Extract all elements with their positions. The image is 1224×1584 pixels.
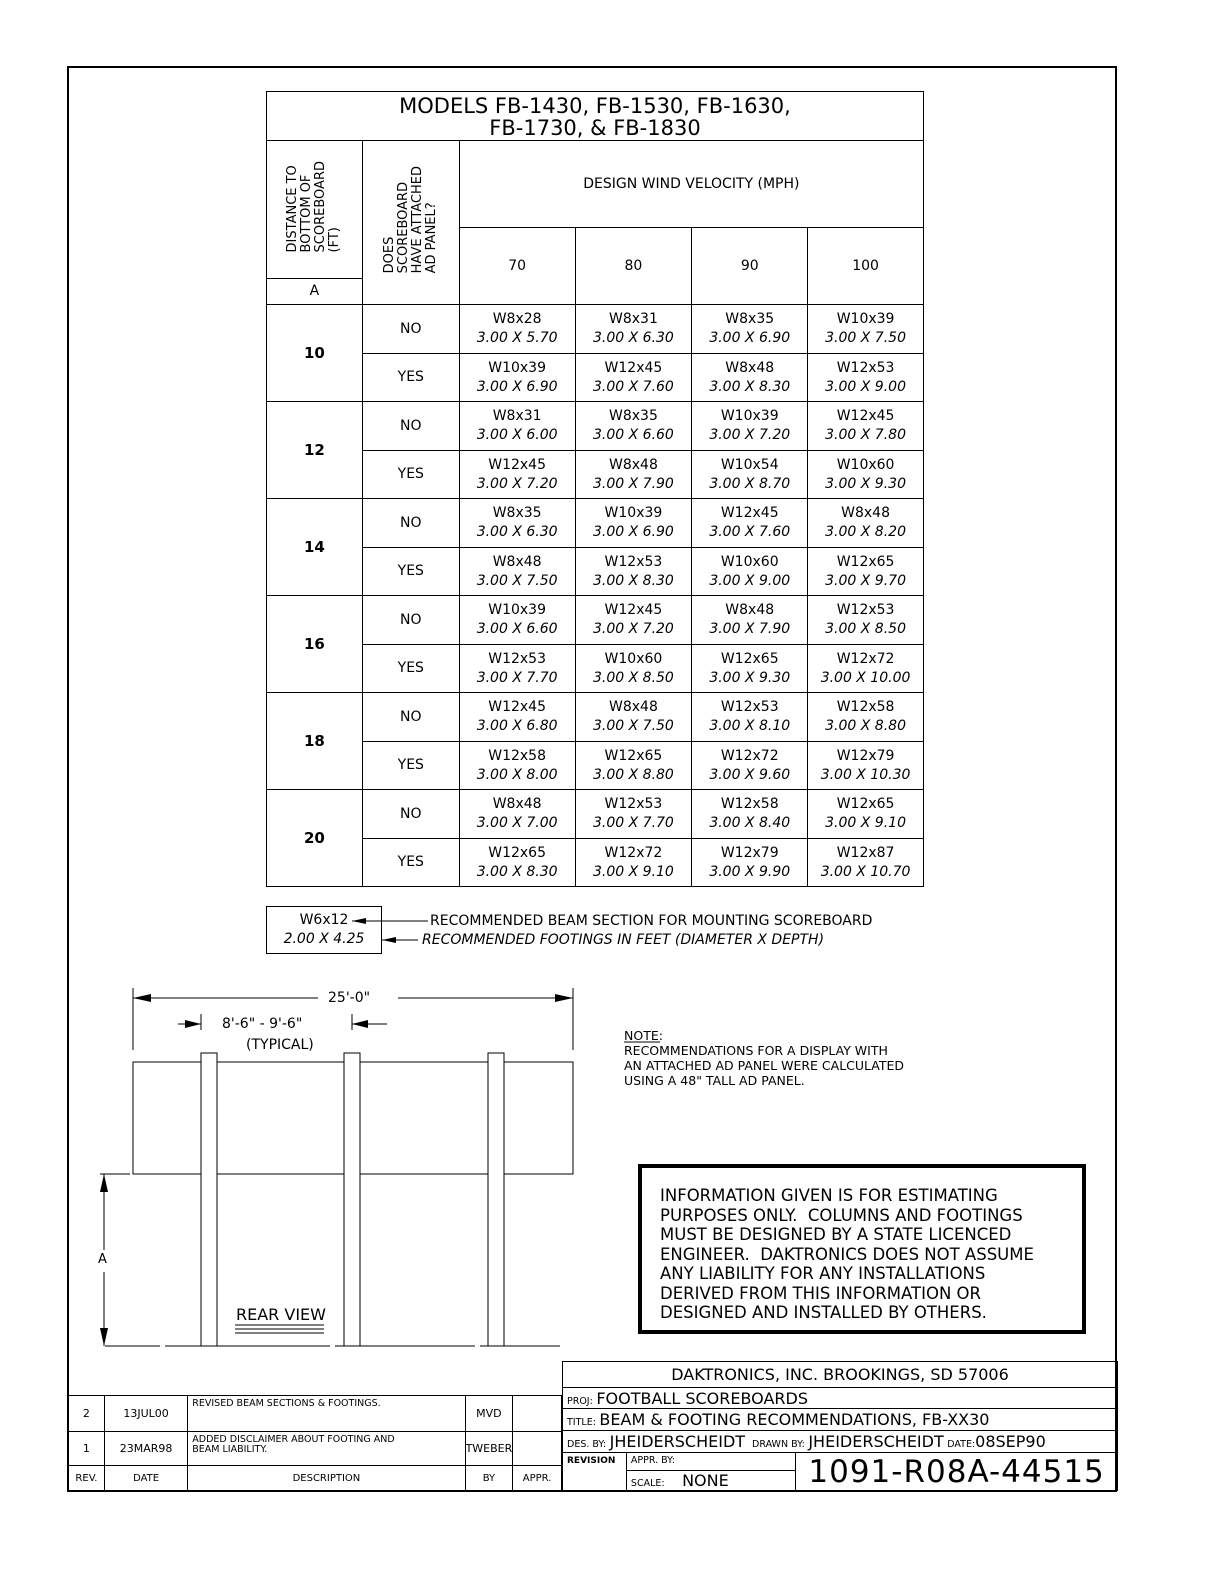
- footing-size: 3.00 X 7.80: [825, 427, 906, 443]
- footing-size: 3.00 X 8.50: [825, 621, 906, 637]
- footing-size: 3.00 X 10.70: [820, 863, 911, 880]
- view-label: REAR VIEW: [236, 1305, 326, 1324]
- beam-section: W10x60: [720, 553, 779, 570]
- distance-cell: 14: [267, 499, 363, 596]
- ad-panel-cell: NO: [362, 499, 459, 548]
- beam-section: W12x53: [604, 796, 663, 812]
- speed-header: 90: [692, 228, 808, 305]
- beam-section: W10x39: [488, 602, 546, 618]
- beam-section: W12x45: [488, 456, 546, 473]
- beam-section: W10x39: [604, 505, 663, 521]
- footing-size: 3.00 X 7.70: [593, 815, 674, 831]
- disclaimer-box: INFORMATION GIVEN IS FOR ESTIMATING PURPOSES ONLY. COLUMNS AND FOOTINGS MUST BE DESIGNED BY A STATE LICENCED ENGINEER. DAKTRONICS DOES NOT ASSUME ANY LIABILITY FOR ANY INSTALLATIONS DERIVED FROM THIS INFORMATION OR DESIGNED AND INSTALLED BY OTHERS.: [638, 1164, 1086, 1334]
- beam-section: W12x87: [836, 844, 895, 861]
- beam-section: W10x60: [604, 650, 663, 667]
- beam-section: W12x58: [488, 747, 546, 764]
- beam-section: W8x48: [725, 359, 775, 376]
- rev-number: 2: [69, 1396, 105, 1432]
- beam-section: W8x48: [609, 456, 658, 473]
- beam-section: W12x45: [836, 408, 895, 424]
- ad-panel-cell: YES: [362, 548, 459, 596]
- legend-footing: 2.00 X 4.25: [283, 931, 365, 947]
- footing-size: 3.00 X 6.90: [476, 378, 558, 395]
- company-line: DAKTRONICS, INC. BROOKINGS, SD 57006: [563, 1362, 1118, 1388]
- beam-section: W12x65: [720, 650, 779, 667]
- beam-section: W10x39: [720, 408, 779, 424]
- footing-size: 3.00 X 7.20: [709, 427, 791, 443]
- rev-by: TWEBER: [465, 1432, 513, 1466]
- footing-size: 3.00 X 8.50: [593, 669, 674, 686]
- footing-size: 3.00 X 9.90: [709, 863, 791, 880]
- desc-header: DESCRIPTION: [188, 1466, 465, 1491]
- ad-panel-cell: YES: [362, 354, 459, 402]
- footing-size: 3.00 X 9.00: [709, 572, 791, 589]
- beam-section: W12x45: [604, 359, 663, 376]
- footing-size: 3.00 X 6.30: [593, 330, 674, 346]
- ad-panel-cell: YES: [362, 645, 459, 693]
- footing-size: 3.00 X 8.80: [593, 766, 674, 783]
- beam-section: W8x48: [841, 505, 890, 521]
- spacing-note: (TYPICAL): [246, 1037, 314, 1053]
- distance-letter: A: [267, 279, 363, 305]
- beam-section: W8x31: [609, 311, 658, 327]
- height-label: A: [98, 1252, 107, 1267]
- footing-size: 3.00 X 8.40: [709, 815, 791, 831]
- appr-header: APPR.: [513, 1466, 562, 1491]
- footing-size: 3.00 X 9.60: [709, 766, 791, 783]
- distance-cell: 10: [267, 305, 363, 402]
- spacing-dimension: 8'-6" - 9'-6": [222, 1016, 303, 1032]
- date-header: DATE: [104, 1466, 187, 1491]
- beam-section: W12x53: [836, 602, 895, 618]
- ad-panel-cell: NO: [362, 596, 459, 645]
- title-line: TITLE: BEAM & FOOTING RECOMMENDATIONS, FB-XX30: [563, 1409, 1118, 1431]
- drawing-number: 1091-R08A-44515: [796, 1453, 1118, 1491]
- footing-size: 3.00 X 9.10: [593, 863, 674, 880]
- footing-size: 3.00 X 8.30: [709, 378, 791, 395]
- footing-size: 3.00 X 8.80: [825, 718, 906, 734]
- scale: SCALE: NONE: [630, 1471, 729, 1490]
- beam-section: W8x31: [492, 408, 542, 424]
- beam-section: W8x48: [725, 602, 775, 618]
- beam-section: W12x72: [604, 844, 663, 861]
- beam-section: W8x48: [492, 796, 542, 812]
- distance-header: DISTANCE TO BOTTOM OF SCOREBOARD (FT): [267, 141, 363, 279]
- beam-section: W12x79: [836, 747, 895, 764]
- footing-size: 3.00 X 7.50: [476, 572, 558, 589]
- footing-size: 3.00 X 7.90: [593, 475, 674, 492]
- footing-size: 3.00 X 8.00: [476, 766, 558, 783]
- ad-panel-cell: YES: [362, 839, 459, 887]
- rev-desc: REVISED BEAM SECTIONS & FOOTINGS.: [188, 1396, 465, 1432]
- footing-size: 3.00 X 6.60: [593, 427, 674, 443]
- project-line: PROJ: FOOTBALL SCOREBOARDS: [563, 1388, 1118, 1409]
- footing-size: 3.00 X 8.70: [709, 475, 791, 492]
- note-heading: NOTE:: [624, 1028, 663, 1043]
- beam-section: W12x53: [836, 359, 895, 376]
- beam-section: W12x53: [488, 650, 546, 667]
- rev-date: 13JUL00: [104, 1396, 187, 1432]
- by-header: BY: [465, 1466, 513, 1491]
- footing-size: 3.00 X 8.30: [593, 572, 674, 589]
- note: [624, 1028, 904, 1088]
- footing-size: 3.00 X 6.90: [593, 524, 674, 540]
- distance-cell: 16: [267, 596, 363, 693]
- footing-size: 3.00 X 7.60: [593, 378, 674, 395]
- beam-section: W8x28: [492, 311, 542, 327]
- legend-beam: W6x12: [299, 912, 349, 928]
- beam-section: W8x35: [609, 408, 658, 424]
- legend-beam-desc: RECOMMENDED BEAM SECTION FOR MOUNTING SCOREBOARD: [430, 913, 873, 929]
- footing-size: 3.00 X 6.60: [476, 621, 558, 637]
- ad-panel-cell: NO: [362, 693, 459, 742]
- beam-section: W12x53: [604, 553, 663, 570]
- revision-cell: REVISION: [563, 1453, 627, 1491]
- ad-panel-cell: YES: [362, 742, 459, 790]
- beam-section: W12x53: [720, 699, 779, 715]
- footing-size: 3.00 X 5.70: [476, 330, 558, 346]
- ad-panel-cell: NO: [362, 790, 459, 839]
- speed-header: 100: [808, 228, 924, 305]
- beam-section: W10x39: [488, 359, 546, 376]
- revision-table: [68, 1395, 562, 1491]
- title-block: [562, 1361, 1118, 1491]
- footing-size: 3.00 X 7.00: [476, 815, 558, 831]
- beam-section: W8x48: [492, 553, 542, 570]
- beam-section: W8x35: [725, 311, 775, 327]
- appr-by: APPR. BY:: [627, 1453, 795, 1471]
- beam-section: W12x58: [836, 699, 895, 715]
- beam-section: W12x58: [720, 796, 779, 812]
- footing-size: 3.00 X 8.30: [476, 863, 558, 880]
- beam-section: W12x65: [604, 747, 663, 764]
- footing-size: 3.00 X 9.00: [825, 378, 906, 395]
- footing-size: 3.00 X 7.20: [593, 621, 674, 637]
- designer-line: DES. BY: JHEIDERSCHEIDT DRAWN BY: JHEIDERSCHEIDT DATE:08SEP90: [563, 1431, 1118, 1453]
- footing-size: 3.00 X 6.00: [476, 427, 558, 443]
- footing-size: 3.00 X 10.00: [820, 669, 911, 686]
- rev-date: 23MAR98: [104, 1432, 187, 1466]
- footing-size: 3.00 X 10.30: [820, 766, 911, 783]
- note-body: RECOMMENDATIONS FOR A DISPLAY WITH AN ATTACHED AD PANEL WERE CALCULATED USING A 48" TALL AD PANEL.: [624, 1043, 905, 1088]
- beam-section: W12x45: [488, 699, 546, 715]
- adpanel-header: DOES SCOREBOARD HAVE ATTACHED AD PANEL?: [362, 141, 459, 305]
- ad-panel-cell: NO: [362, 305, 459, 354]
- footing-size: 3.00 X 7.50: [593, 718, 674, 734]
- rev-by: MVD: [465, 1396, 513, 1432]
- ad-panel-cell: YES: [362, 451, 459, 499]
- footing-size: 3.00 X 9.10: [825, 815, 906, 831]
- footing-size: 3.00 X 6.90: [709, 330, 791, 346]
- appr-scale-cell: [626, 1453, 795, 1491]
- distance-cell: 18: [267, 693, 363, 790]
- rev-appr: [513, 1432, 562, 1466]
- rev-number: 1: [69, 1432, 105, 1466]
- rev-appr: [513, 1396, 562, 1432]
- beam-section: W12x72: [720, 747, 779, 764]
- footing-size: 3.00 X 7.70: [476, 669, 558, 686]
- beam-section: W12x65: [488, 844, 546, 861]
- footing-size: 3.00 X 9.30: [709, 669, 791, 686]
- footing-size: 3.00 X 8.20: [825, 524, 906, 540]
- footing-size: 3.00 X 6.30: [476, 524, 558, 540]
- speed-header: 80: [575, 228, 692, 305]
- rev-header: REV.: [69, 1466, 105, 1491]
- beam-section: W12x65: [836, 796, 895, 812]
- beam-section: W8x48: [609, 699, 658, 715]
- ad-panel-cell: NO: [362, 402, 459, 451]
- beam-section: W12x45: [720, 505, 779, 521]
- footing-size: 3.00 X 8.10: [709, 718, 791, 734]
- footing-size: 3.00 X 9.70: [825, 572, 906, 589]
- beam-section: W10x54: [720, 456, 779, 473]
- beam-section: W8x35: [492, 505, 542, 521]
- legend-footing-desc: RECOMMENDED FOOTINGS IN FEET (DIAMETER X DEPTH): [422, 932, 825, 948]
- footing-size: 3.00 X 9.30: [825, 475, 906, 492]
- footing-size: 3.00 X 7.60: [709, 524, 791, 540]
- footing-size: 3.00 X 6.80: [476, 718, 558, 734]
- distance-cell: 12: [267, 402, 363, 499]
- wind-velocity-header: DESIGN WIND VELOCITY (MPH): [459, 141, 923, 228]
- beam-section: W10x39: [836, 311, 895, 327]
- footing-size: 3.00 X 7.50: [825, 330, 906, 346]
- speed-header: 70: [459, 228, 575, 305]
- beam-section: W10x60: [836, 456, 895, 473]
- beam-section: W12x65: [836, 553, 895, 570]
- overall-dimension: 25'-0": [328, 990, 371, 1006]
- distance-cell: 20: [267, 790, 363, 887]
- footing-size: 3.00 X 7.20: [476, 475, 558, 492]
- footing-size: 3.00 X 7.90: [709, 621, 791, 637]
- beam-section: W12x72: [836, 650, 895, 667]
- beam-section: W12x79: [720, 844, 779, 861]
- rev-desc: ADDED DISCLAIMER ABOUT FOOTING AND BEAM LIABILITY.: [188, 1432, 465, 1466]
- beam-section: W12x45: [604, 602, 663, 618]
- table-title: MODELS FB-1430, FB-1530, FB-1630, FB-1730, & FB-1830: [267, 92, 924, 141]
